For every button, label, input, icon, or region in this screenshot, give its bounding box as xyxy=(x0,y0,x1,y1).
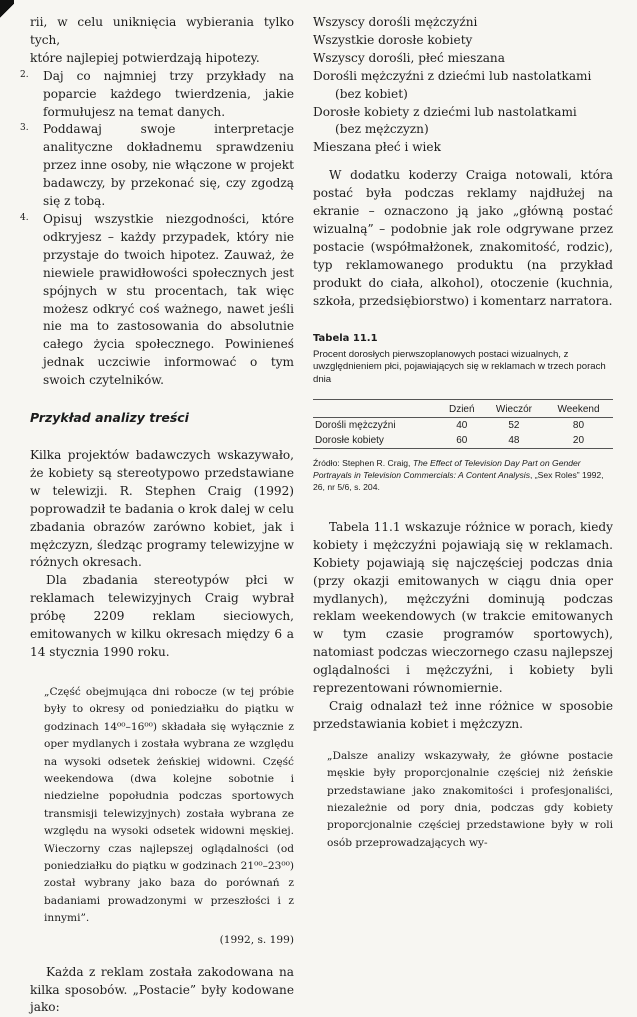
paragraph: Kilka projektów badawczych wskazywało, że kobiety są stereotypowo przedstawiane w telewizji. R. Stephen Craig (1992) poprowadził te badania o krok dalej w celu zbadania obrazów zarówno kobiet, jak i mężczyzn, śledząc programy telewizyjne w różnych okresach. xyxy=(30,448,294,570)
table-cell: 52 xyxy=(508,419,520,431)
item-text: Opisuj wszystkie niezgodności, które odkryjesz – każdy przypadek, który nie przystaje do twoich hipotez. Zauważ, że niewiele prawidłowości społecznych jest spójnych w stu procentach, tak więc możesz odkryć coś ważnego, nawet jeśli nie ma to zastosowania do absolutnie całego życia społecznego. Powinieneś jednak uczciwie informować o tym swoich czytelników. xyxy=(43,211,294,388)
table-row xyxy=(313,433,613,449)
table-row xyxy=(313,417,613,433)
list-item xyxy=(20,68,294,122)
category-item: Wszyscy dorośli mężczyźni xyxy=(313,15,478,29)
category-item: Wszyscy dorośli, płeć mieszana xyxy=(313,50,505,65)
list-item xyxy=(20,121,294,211)
table-cell: 48 xyxy=(508,434,520,446)
table-header-cell: Dzień xyxy=(448,403,475,415)
block-quote: „Część obejmująca dni robocze (w tej próbie były to okresy od poniedziałku do piątku w godzinach 14⁰⁰–16⁰⁰) składała się wyłącznie z oper mydlanych i została wybrana ze względu na wysoki odsetek żeńskiej widowni. Część weekendowa (dwa kolejne sobotnie i niedzielne popołudnia podczas sportowych transmisji telewizyjnych) została wybrana ze względu na wysoki odsetek widowni męskiej. Wieczorny czas najlepszej oglądalności (od poniedziałku do piątku w godzinach 21⁰⁰–23⁰⁰) został wybrany jako baza do porównań z badaniami prowadzonymi w przeszłości i z innymi”. xyxy=(44,685,294,925)
source-prefix: Źródło: Stephen R. Craig, xyxy=(313,457,413,468)
quote-reference: (1992, s. 199) xyxy=(219,933,294,946)
table-cell: Dorośli mężczyźni xyxy=(315,419,396,431)
table-header-cell: Weekend xyxy=(557,403,600,415)
table-header-cell xyxy=(313,399,440,417)
paragraph: Craig odnalazł też inne różnice w sposobie przedstawiania kobiet i mężczyzn. xyxy=(313,698,613,731)
category-item: (bez kobiet) xyxy=(335,86,408,101)
item-text: Poddawaj swoje interpretacje analityczne dokładnemu sprawdzeniu przez inne osoby, nie włączone w projekt badawczy, by przekonać się, czy zgodzą się z tobą. xyxy=(43,122,294,209)
right-column xyxy=(313,14,613,852)
source-suffix: , „Sex Roles” 1992, 26, nr 5/6, s. 204. xyxy=(313,469,604,492)
item-number: 3. xyxy=(20,123,29,134)
table-cell: 80 xyxy=(572,419,585,431)
paragraph: Każda z reklam została zakodowana na kilka sposobów. „Postacie” były kodowane jako: xyxy=(30,964,294,1015)
category-item: Dorośli mężczyźni z dziećmi lub nastolatkami xyxy=(313,68,592,83)
category-item: (bez mężczyzn) xyxy=(335,122,429,137)
category-item: Dorosłe kobiety z dziećmi lub nastolatkami xyxy=(313,104,577,119)
category-list xyxy=(313,14,613,157)
source-title: The Effect of Television Day Part on Gender Portrayals in Television Commercials: A Content Analysis xyxy=(313,457,581,480)
item-text: Daj co najmniej trzy przykłady na poparcie każdego twierdzenia, jakie formułujesz na temat danych. xyxy=(43,68,294,119)
paragraph: W dodatku koderzy Craiga notowali, która postać była podczas reklamy najdłużej na ekranie – oznaczono ją jako „główną postać wizualną” – podobnie jak role odgrywane przez postacie (współmałżonek, znakomitość, rodzic), typ reklamowanego produktu (na przykład produkt do ciała, alkohol), otoczenie (kuchnia, szkoła, przedsiębiorstwo) i komentarz narratora. xyxy=(313,168,613,308)
table-header-cell: Wieczór xyxy=(495,403,532,415)
table-header-row xyxy=(313,399,613,417)
category-item: Wszystkie dorosłe kobiety xyxy=(313,32,473,47)
table-source xyxy=(313,457,613,493)
table-cell: 40 xyxy=(456,419,468,431)
category-item: Mieszana płeć i wiek xyxy=(313,140,441,155)
opening-line-1: rii, w celu uniknięcia wybierania tylko tych, xyxy=(30,15,294,47)
section-heading: Przykład analizy treści xyxy=(30,410,189,426)
item-number: 2. xyxy=(20,69,29,80)
table-cell: 60 xyxy=(456,434,468,446)
list-item xyxy=(20,211,294,390)
scan-corner-mark xyxy=(0,0,14,18)
block-quote: „Dalsze analizy wskazywały, że główne postacie męskie były proporcjonalnie częściej niż żeńskie przedstawiane jako znakomitości i profesjonaliści, niezależnie od pory dnia, podczas gdy kobiety proporcjonalnie częściej przedstawione były w roli osób przeprowadzających wy- xyxy=(327,749,613,849)
table-title: Tabela 11.1 xyxy=(313,332,378,344)
paragraph: Tabela 11.1 wskazuje różnice w porach, kiedy kobiety i mężczyźni pojawiają się w reklamach. Kobiety pojawiają się najczęściej podczas dnia (przy okazji emitowanych w ciągu dnia oper mydlanych), mężczyźni dominują podczas reklam weekendowych (w trakcie emitowanych w tym czasie programów sportowych), natomiast podczas wieczornego czasu najlepszej oglądalności i mężczyźni, i kobiety byli reprezentowani równomiernie. xyxy=(313,519,613,696)
paragraph: Dla zbadania stereotypów płci w reklamach telewizyjnych Craig wybrał próbę 2209 reklam sieciowych, emitowanych w kilku okresach między 6 a 14 stycznia 1990 roku. xyxy=(30,573,294,659)
data-table xyxy=(313,399,613,449)
table-cell: 20 xyxy=(572,434,585,446)
table-cell: Dorosłe kobiety xyxy=(315,434,384,446)
left-column xyxy=(20,14,294,1017)
item-number: 4. xyxy=(20,212,29,223)
table-caption: Procent dorosłych pierwszoplanowych postaci wizualnych, z uwzględnieniem płci, pojawiających się w reklamach w trzech porach dnia xyxy=(313,348,606,386)
opening-line-2: które najlepiej potwierdzają hipotezy. xyxy=(30,50,260,65)
